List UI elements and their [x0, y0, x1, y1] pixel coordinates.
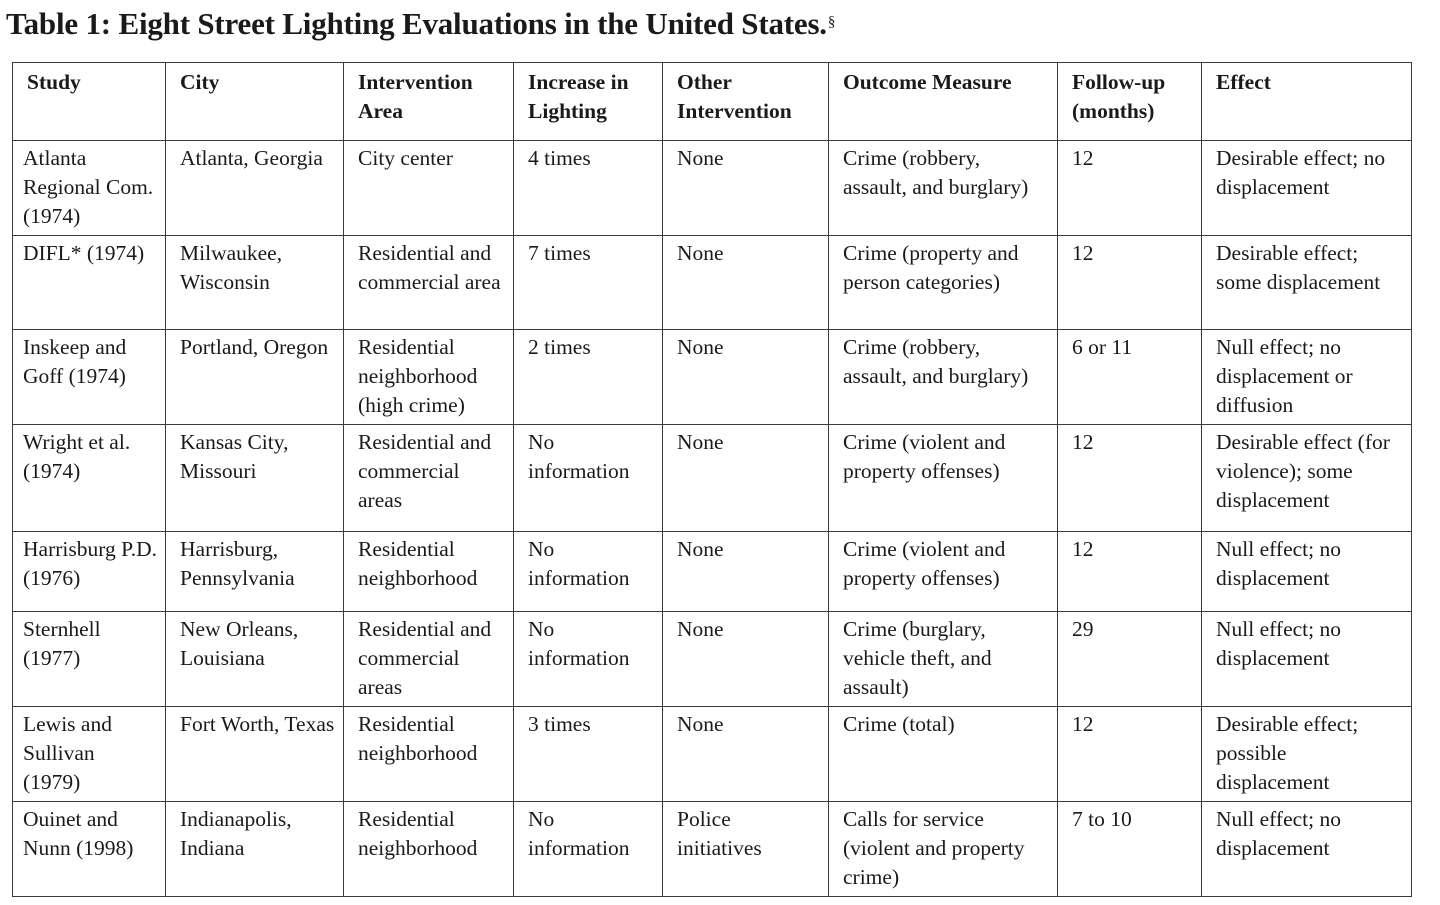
cell-city: Milwaukee, Wisconsin	[166, 236, 344, 330]
cell-follow-up: 12	[1058, 425, 1202, 532]
cell-intervention-area: Residential neighborhood	[344, 707, 514, 802]
cell-study: Inskeep and Goff (1974)	[13, 330, 166, 425]
table-row	[13, 425, 1412, 532]
cell-other-intervention: None	[663, 425, 829, 532]
cell-city: Atlanta, Georgia	[166, 141, 344, 236]
cell-intervention-area: Residential neighborhood (high crime)	[344, 330, 514, 425]
table-title-text: Table 1: Eight Street Lighting Evaluations in the United States.	[6, 6, 827, 41]
cell-city: Harrisburg, Pennsylvania	[166, 532, 344, 612]
cell-effect: Null effect; no displacement	[1202, 532, 1412, 612]
footnote-mark: §	[827, 14, 836, 30]
cell-outcome-measure: Calls for service (violent and property crime)	[829, 802, 1058, 897]
cell-increase-in-lighting: No information	[514, 612, 663, 707]
cell-intervention-area: Residential neighborhood	[344, 802, 514, 897]
cell-follow-up: 12	[1058, 141, 1202, 236]
cell-other-intervention: None	[663, 141, 829, 236]
cell-outcome-measure: Crime (violent and property offenses)	[829, 532, 1058, 612]
cell-effect: Desirable effect; some displacement	[1202, 236, 1412, 330]
table-row	[13, 236, 1412, 330]
cell-other-intervention: None	[663, 532, 829, 612]
cell-increase-in-lighting: No information	[514, 425, 663, 532]
cell-outcome-measure: Crime (robbery, assault, and burglary)	[829, 141, 1058, 236]
cell-follow-up: 12	[1058, 707, 1202, 802]
table-row	[13, 532, 1412, 612]
column-header-outcome-measure: Outcome Measure	[829, 63, 1058, 141]
cell-city: Portland, Oregon	[166, 330, 344, 425]
cell-study: Harrisburg P.D. (1976)	[13, 532, 166, 612]
cell-intervention-area: Residential and commercial areas	[344, 612, 514, 707]
cell-study: Lewis and Sullivan (1979)	[13, 707, 166, 802]
cell-other-intervention: None	[663, 330, 829, 425]
lighting-evaluations-table	[12, 62, 1412, 897]
table-row	[13, 707, 1412, 802]
cell-other-intervention: None	[663, 236, 829, 330]
cell-effect: Null effect; no displacement	[1202, 612, 1412, 707]
column-header-other-intervention: Other Intervention	[663, 63, 829, 141]
cell-study: DIFL* (1974)	[13, 236, 166, 330]
cell-city: Indianapolis, Indiana	[166, 802, 344, 897]
table-row	[13, 802, 1412, 897]
cell-increase-in-lighting: No information	[514, 802, 663, 897]
cell-effect: Null effect; no displacement	[1202, 802, 1412, 897]
cell-follow-up: 6 or 11	[1058, 330, 1202, 425]
cell-city: Fort Worth, Texas	[166, 707, 344, 802]
cell-study: Ouinet and Nunn (1998)	[13, 802, 166, 897]
cell-increase-in-lighting: 3 times	[514, 707, 663, 802]
cell-intervention-area: Residential and commercial areas	[344, 425, 514, 532]
cell-city: New Orleans, Louisiana	[166, 612, 344, 707]
table-row	[13, 141, 1412, 236]
cell-effect: Desirable effect; possible displacement	[1202, 707, 1412, 802]
cell-study: Atlanta Regional Com. (1974)	[13, 141, 166, 236]
cell-increase-in-lighting: 2 times	[514, 330, 663, 425]
cell-outcome-measure: Crime (violent and property offenses)	[829, 425, 1058, 532]
cell-increase-in-lighting: 4 times	[514, 141, 663, 236]
cell-other-intervention: Police initiatives	[663, 802, 829, 897]
cell-other-intervention: None	[663, 707, 829, 802]
cell-outcome-measure: Crime (total)	[829, 707, 1058, 802]
cell-outcome-measure: Crime (burglary, vehicle theft, and assault)	[829, 612, 1058, 707]
column-header-city: City	[166, 63, 344, 141]
table-row	[13, 330, 1412, 425]
cell-follow-up: 12	[1058, 532, 1202, 612]
cell-outcome-measure: Crime (robbery, assault, and burglary)	[829, 330, 1058, 425]
column-header-study: Study	[13, 63, 166, 141]
cell-follow-up: 29	[1058, 612, 1202, 707]
cell-study: Sternhell (1977)	[13, 612, 166, 707]
table-header-row	[13, 63, 1412, 141]
cell-effect: Null effect; no displacement or diffusion	[1202, 330, 1412, 425]
cell-effect: Desirable effect; no displacement	[1202, 141, 1412, 236]
cell-increase-in-lighting: 7 times	[514, 236, 663, 330]
cell-follow-up: 7 to 10	[1058, 802, 1202, 897]
cell-study: Wright et al. (1974)	[13, 425, 166, 532]
column-header-follow-up: Follow-up (months)	[1058, 63, 1202, 141]
column-header-effect: Effect	[1202, 63, 1412, 141]
cell-increase-in-lighting: No information	[514, 532, 663, 612]
cell-intervention-area: City center	[344, 141, 514, 236]
cell-outcome-measure: Crime (property and person categories)	[829, 236, 1058, 330]
table-row	[13, 612, 1412, 707]
cell-other-intervention: None	[663, 612, 829, 707]
cell-follow-up: 12	[1058, 236, 1202, 330]
column-header-intervention-area: Intervention Area	[344, 63, 514, 141]
cell-city: Kansas City, Missouri	[166, 425, 344, 532]
cell-intervention-area: Residential and commercial area	[344, 236, 514, 330]
cell-effect: Desirable effect (for violence); some displacement	[1202, 425, 1412, 532]
cell-intervention-area: Residential neighborhood	[344, 532, 514, 612]
table-title	[6, 4, 835, 44]
column-header-increase-in-lighting: Increase in Lighting	[514, 63, 663, 141]
